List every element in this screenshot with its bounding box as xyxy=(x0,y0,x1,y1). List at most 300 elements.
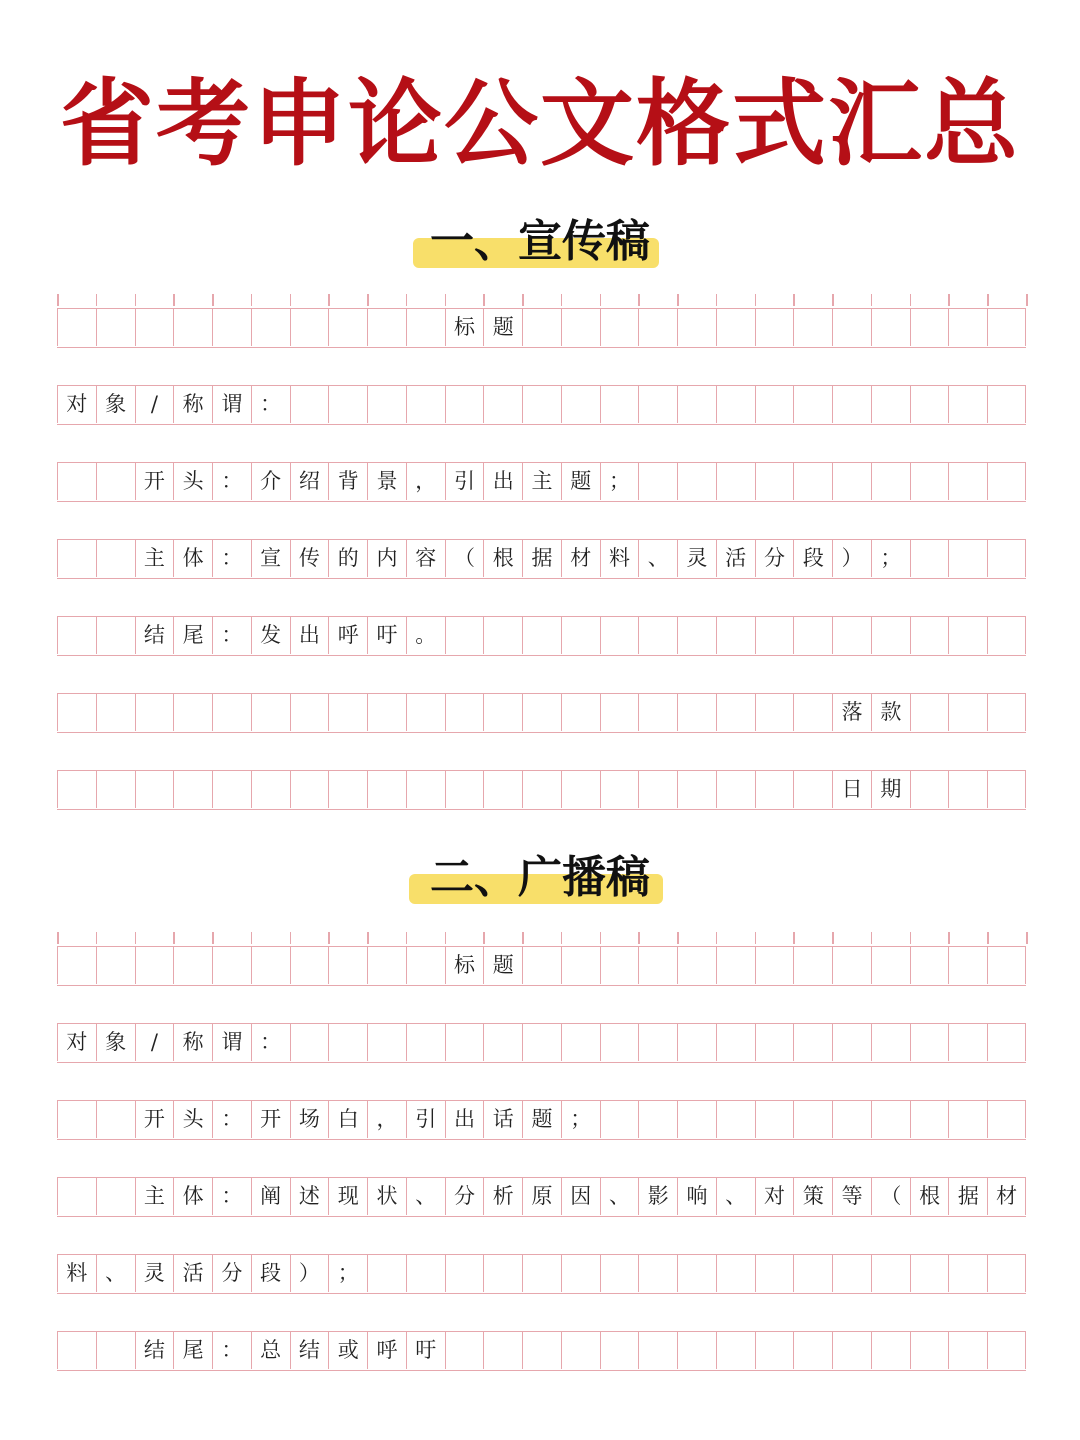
grid-tick xyxy=(716,294,718,306)
grid-cell: 活 xyxy=(173,1255,212,1292)
grid-cell xyxy=(677,617,716,654)
grid-cell xyxy=(135,771,174,808)
grid-cell: 题 xyxy=(561,463,600,500)
grid-cell xyxy=(522,694,561,731)
grid-tick xyxy=(251,294,253,306)
grid-cell xyxy=(755,1332,794,1369)
grid-cell xyxy=(290,694,329,731)
grid-cell xyxy=(987,617,1026,654)
grid-cell xyxy=(212,309,251,346)
grid-cell: 头 xyxy=(173,1101,212,1138)
grid-cell xyxy=(716,1332,755,1369)
grid-tick xyxy=(948,294,950,306)
grid-cell xyxy=(716,617,755,654)
grid-tick xyxy=(251,932,253,944)
grid-cell: 、 xyxy=(716,1178,755,1215)
grid-cell xyxy=(561,309,600,346)
grid-cell: 题 xyxy=(483,947,522,984)
grid-cell xyxy=(910,1101,949,1138)
grid-tick xyxy=(135,932,137,944)
grid-cell xyxy=(677,1332,716,1369)
grid-cell: ： xyxy=(212,463,251,500)
grid-cell: 材 xyxy=(561,540,600,577)
grid-cell: 象 xyxy=(96,386,135,423)
grid-tick xyxy=(483,932,485,944)
grid-tick xyxy=(600,294,602,306)
grid-cell: 称 xyxy=(173,386,212,423)
grid-tick xyxy=(406,932,408,944)
grid-cell xyxy=(483,386,522,423)
grid-cell xyxy=(910,947,949,984)
grid-cell: ； xyxy=(600,463,639,500)
grid-cell: 述 xyxy=(290,1178,329,1215)
grid-cell xyxy=(367,1024,406,1061)
grid-cell: ， xyxy=(406,463,445,500)
grid-cell xyxy=(948,694,987,731)
grid-cell: 原 xyxy=(522,1178,561,1215)
grid-tick xyxy=(948,932,950,944)
grid-cell: 谓 xyxy=(212,386,251,423)
grid-tick xyxy=(561,932,563,944)
grid-cell: （ xyxy=(871,1178,910,1215)
grid-tick xyxy=(367,932,369,944)
grid-cell: ； xyxy=(871,540,910,577)
grid-cell xyxy=(716,947,755,984)
grid-cell xyxy=(677,386,716,423)
grid-cell xyxy=(290,947,329,984)
grid-cell xyxy=(910,771,949,808)
grid-cell xyxy=(600,947,639,984)
grid-cell: 期 xyxy=(871,771,910,808)
grid-cell xyxy=(832,1255,871,1292)
grid-cell: 介 xyxy=(251,463,290,500)
grid-cell: / xyxy=(135,1024,174,1061)
grid-cell xyxy=(483,617,522,654)
grid-cell: 根 xyxy=(910,1178,949,1215)
grid-cell xyxy=(96,694,135,731)
grid-cell: 现 xyxy=(328,1178,367,1215)
grid-cell: 话 xyxy=(483,1101,522,1138)
grid-cell xyxy=(755,1024,794,1061)
grid-cell xyxy=(57,1332,96,1369)
grid-tick xyxy=(96,294,98,306)
grid-cell xyxy=(328,1024,367,1061)
grid-cell: 款 xyxy=(871,694,910,731)
grid-cell xyxy=(57,1101,96,1138)
grid-cell: 标 xyxy=(445,309,484,346)
grid-cell: 材 xyxy=(987,1178,1026,1215)
grid-cell xyxy=(367,771,406,808)
grid-tick xyxy=(755,932,757,944)
grid-cell xyxy=(522,386,561,423)
grid-cell: 分 xyxy=(445,1178,484,1215)
grid-cell xyxy=(793,947,832,984)
grid-cell: 灵 xyxy=(677,540,716,577)
grid-tick xyxy=(522,932,524,944)
grid-cell xyxy=(948,309,987,346)
grid-cell xyxy=(57,463,96,500)
grid-cell xyxy=(445,1332,484,1369)
grid-cell xyxy=(948,540,987,577)
grid-cell: 引 xyxy=(445,463,484,500)
grid-cell: 引 xyxy=(406,1101,445,1138)
grid-cell: 状 xyxy=(367,1178,406,1215)
grid-cell xyxy=(987,309,1026,346)
grid-cell xyxy=(561,386,600,423)
grid-cell: ： xyxy=(212,1101,251,1138)
grid-cell xyxy=(755,617,794,654)
section-heading-text: 二、广播稿 xyxy=(430,852,650,903)
grid-cell: 出 xyxy=(445,1101,484,1138)
grid-cell xyxy=(793,617,832,654)
grid-cell xyxy=(638,694,677,731)
grid-row xyxy=(57,1331,1026,1371)
grid-cell: 主 xyxy=(135,540,174,577)
grid-cell xyxy=(638,309,677,346)
grid-cell xyxy=(910,694,949,731)
section-heading-2 xyxy=(0,850,1080,910)
grid-tick xyxy=(871,294,873,306)
grid-cell xyxy=(987,540,1026,577)
grid-cell xyxy=(173,694,212,731)
page-title: 省考申论公文格式汇总 xyxy=(59,70,1020,179)
grid-cell xyxy=(406,1024,445,1061)
grid-cell: 呼 xyxy=(328,617,367,654)
grid-cell xyxy=(948,1255,987,1292)
grid-cell: 据 xyxy=(948,1178,987,1215)
grid-tick xyxy=(871,932,873,944)
grid-cell: 响 xyxy=(677,1178,716,1215)
grid-cell: 绍 xyxy=(290,463,329,500)
grid-cell: 开 xyxy=(135,1101,174,1138)
grid-cell: 、 xyxy=(406,1178,445,1215)
grid-tick xyxy=(716,932,718,944)
grid-cell xyxy=(57,694,96,731)
grid-cell xyxy=(483,771,522,808)
grid-tick xyxy=(677,932,679,944)
grid-cell xyxy=(948,463,987,500)
grid-cell: 、 xyxy=(638,540,677,577)
grid-cell xyxy=(948,386,987,423)
grid-cell xyxy=(871,309,910,346)
grid-cell xyxy=(561,947,600,984)
grid-cell xyxy=(638,1101,677,1138)
grid-cell: 出 xyxy=(483,463,522,500)
grid-cell: 根 xyxy=(483,540,522,577)
grid-cell xyxy=(987,1255,1026,1292)
grid-cell xyxy=(600,771,639,808)
grid-cell xyxy=(948,947,987,984)
grid-tick xyxy=(173,294,175,306)
grid-cell: 、 xyxy=(96,1255,135,1292)
grid-cell xyxy=(948,1332,987,1369)
grid-cell xyxy=(600,1101,639,1138)
grid-cell: 因 xyxy=(561,1178,600,1215)
grid-cell xyxy=(290,771,329,808)
grid-cell: （ xyxy=(445,540,484,577)
grid-cell: 对 xyxy=(57,386,96,423)
grid-cell: 日 xyxy=(832,771,871,808)
grid-tick xyxy=(638,932,640,944)
grid-cell xyxy=(638,1255,677,1292)
grid-tick xyxy=(445,932,447,944)
grid-tick xyxy=(600,932,602,944)
grid-tick xyxy=(793,932,795,944)
grid-tick xyxy=(96,932,98,944)
grid-cell xyxy=(987,463,1026,500)
grid-cell xyxy=(755,1101,794,1138)
grid-cell xyxy=(987,771,1026,808)
grid-cell xyxy=(832,1332,871,1369)
grid-cell: 吁 xyxy=(406,1332,445,1369)
grid-cell xyxy=(251,309,290,346)
grid-cell: 体 xyxy=(173,540,212,577)
grid-cell xyxy=(793,771,832,808)
grid-cell xyxy=(793,386,832,423)
grid-cell xyxy=(755,463,794,500)
grid-cell xyxy=(910,1255,949,1292)
grid-cell xyxy=(832,947,871,984)
grid-cell: 出 xyxy=(290,617,329,654)
grid-cell: 分 xyxy=(212,1255,251,1292)
grid-cell: 白 xyxy=(328,1101,367,1138)
grid-cell xyxy=(793,463,832,500)
grid-cell: 象 xyxy=(96,1024,135,1061)
grid-cell xyxy=(600,1024,639,1061)
grid-cell: 发 xyxy=(251,617,290,654)
grid-cell xyxy=(212,694,251,731)
grid-cell: 料 xyxy=(600,540,639,577)
grid-cell: 头 xyxy=(173,463,212,500)
grid-cell xyxy=(483,694,522,731)
grid-cell xyxy=(638,617,677,654)
grid-cell xyxy=(832,1024,871,1061)
grid-cell xyxy=(406,386,445,423)
grid-cell: 尾 xyxy=(173,1332,212,1369)
grid-cell: ： xyxy=(251,1024,290,1061)
grid-cell xyxy=(793,1332,832,1369)
grid-tick xyxy=(135,294,137,306)
grid-cell xyxy=(871,1024,910,1061)
grid-cell xyxy=(716,694,755,731)
grid-cell xyxy=(910,617,949,654)
grid-cell xyxy=(716,309,755,346)
grid-cell: 策 xyxy=(793,1178,832,1215)
grid-cell xyxy=(677,694,716,731)
grid-cell xyxy=(987,1332,1026,1369)
grid-cell: 。 xyxy=(406,617,445,654)
grid-cell xyxy=(290,1024,329,1061)
grid-cell xyxy=(871,617,910,654)
grid-cell: ： xyxy=(212,1332,251,1369)
grid-cell xyxy=(832,309,871,346)
grid-cell: 内 xyxy=(367,540,406,577)
grid-cell: ： xyxy=(212,617,251,654)
grid-cell: 开 xyxy=(251,1101,290,1138)
grid-row xyxy=(57,616,1026,656)
grid-cell xyxy=(96,1178,135,1215)
grid-cell: 据 xyxy=(522,540,561,577)
grid-cell xyxy=(251,771,290,808)
grid-cell xyxy=(871,386,910,423)
grid-tick xyxy=(987,294,989,306)
grid-cell: / xyxy=(135,386,174,423)
grid-cell xyxy=(96,309,135,346)
grid-cell xyxy=(948,617,987,654)
grid-cell xyxy=(445,1024,484,1061)
grid-cell xyxy=(910,386,949,423)
grid-tick xyxy=(561,294,563,306)
grid-cell xyxy=(406,694,445,731)
grid-cell xyxy=(57,947,96,984)
grid-tick xyxy=(832,932,834,944)
grid-cell xyxy=(522,947,561,984)
grid-cell xyxy=(96,463,135,500)
grid-cell: 影 xyxy=(638,1178,677,1215)
grid-cell xyxy=(522,771,561,808)
grid-cell xyxy=(445,771,484,808)
grid-cell: 分 xyxy=(755,540,794,577)
grid-cell xyxy=(716,1024,755,1061)
grid-cell xyxy=(910,463,949,500)
grid-cell: 标 xyxy=(445,947,484,984)
grid-tick xyxy=(328,932,330,944)
grid-cell xyxy=(173,771,212,808)
grid-cell: 段 xyxy=(793,540,832,577)
grid-cell xyxy=(832,386,871,423)
grid-tick xyxy=(1026,932,1028,944)
grid-cell xyxy=(755,309,794,346)
grid-row xyxy=(57,539,1026,579)
grid-cell xyxy=(367,386,406,423)
grid-cell xyxy=(987,386,1026,423)
grid-cell xyxy=(910,540,949,577)
grid-cell xyxy=(522,1024,561,1061)
grid-cell: 段 xyxy=(251,1255,290,1292)
grid-cell: 背 xyxy=(328,463,367,500)
grid-cell: 宣 xyxy=(251,540,290,577)
grid-cell xyxy=(445,1255,484,1292)
grid-row xyxy=(57,308,1026,348)
grid-cell xyxy=(406,771,445,808)
grid-cell xyxy=(755,386,794,423)
grid-cell xyxy=(910,309,949,346)
grid-tick xyxy=(755,294,757,306)
grid-cell xyxy=(96,771,135,808)
grid-cell xyxy=(406,309,445,346)
grid-cell xyxy=(522,309,561,346)
grid-cell xyxy=(173,309,212,346)
grid-cell: ： xyxy=(212,540,251,577)
grid-cell xyxy=(96,1332,135,1369)
grid-cell xyxy=(871,463,910,500)
grid-cell xyxy=(367,309,406,346)
grid-cell xyxy=(755,771,794,808)
grid-cell xyxy=(600,1332,639,1369)
grid-cell: ： xyxy=(212,1178,251,1215)
grid-cell xyxy=(793,694,832,731)
grid-cell: 主 xyxy=(522,463,561,500)
grid-cell xyxy=(832,1101,871,1138)
grid-cell xyxy=(367,1255,406,1292)
grid-row xyxy=(57,1254,1026,1294)
grid-cell xyxy=(948,1101,987,1138)
grid-cell: 对 xyxy=(57,1024,96,1061)
grid-tick xyxy=(328,294,330,306)
grid-tick xyxy=(987,932,989,944)
grid-cell xyxy=(57,540,96,577)
grid-cell: 称 xyxy=(173,1024,212,1061)
grid-cell: ） xyxy=(290,1255,329,1292)
grid-tick xyxy=(212,294,214,306)
grid-cell xyxy=(328,771,367,808)
grid-cell xyxy=(57,617,96,654)
grid-cell xyxy=(832,617,871,654)
grid-cell: ： xyxy=(251,386,290,423)
grid-cell: 开 xyxy=(135,463,174,500)
grid-cell xyxy=(910,1024,949,1061)
grid-cell xyxy=(561,771,600,808)
grid-cell xyxy=(987,947,1026,984)
grid-cell: 谓 xyxy=(212,1024,251,1061)
grid-cell xyxy=(677,1101,716,1138)
grid-cell xyxy=(871,1255,910,1292)
grid-row xyxy=(57,770,1026,810)
grid-row xyxy=(57,1100,1026,1140)
grid-cell: 料 xyxy=(57,1255,96,1292)
grid-cell: 景 xyxy=(367,463,406,500)
grid-cell xyxy=(57,1178,96,1215)
grid-cell xyxy=(483,1332,522,1369)
grid-cell: 析 xyxy=(483,1178,522,1215)
grid-cell xyxy=(561,1255,600,1292)
grid-tick xyxy=(483,294,485,306)
grid-cell xyxy=(600,694,639,731)
grid-cell xyxy=(522,617,561,654)
grid-cell: 灵 xyxy=(135,1255,174,1292)
grid-cell xyxy=(716,771,755,808)
grid-cell xyxy=(871,1332,910,1369)
grid-cell xyxy=(600,1255,639,1292)
grid-cell: 题 xyxy=(522,1101,561,1138)
section-heading-1 xyxy=(0,214,1080,274)
grid-cell xyxy=(755,947,794,984)
grid-row xyxy=(57,462,1026,502)
grid-cell xyxy=(445,694,484,731)
grid-cell xyxy=(212,771,251,808)
grid-cell xyxy=(96,540,135,577)
grid-cell xyxy=(948,771,987,808)
grid-cell xyxy=(173,947,212,984)
grid-cell xyxy=(328,309,367,346)
grid-tick xyxy=(445,294,447,306)
grid-tick xyxy=(832,294,834,306)
grid-cell xyxy=(406,947,445,984)
grid-cell xyxy=(677,1255,716,1292)
grid-cell: 传 xyxy=(290,540,329,577)
grid-cell: 尾 xyxy=(173,617,212,654)
grid-cell xyxy=(445,617,484,654)
grid-cell xyxy=(638,1024,677,1061)
grid-tick xyxy=(406,294,408,306)
grid-cell xyxy=(483,1024,522,1061)
grid-cell: 体 xyxy=(173,1178,212,1215)
grid-tick xyxy=(57,294,59,306)
grid-cell xyxy=(677,309,716,346)
grid-cell xyxy=(367,947,406,984)
grid-cell xyxy=(755,694,794,731)
grid-cell xyxy=(638,947,677,984)
